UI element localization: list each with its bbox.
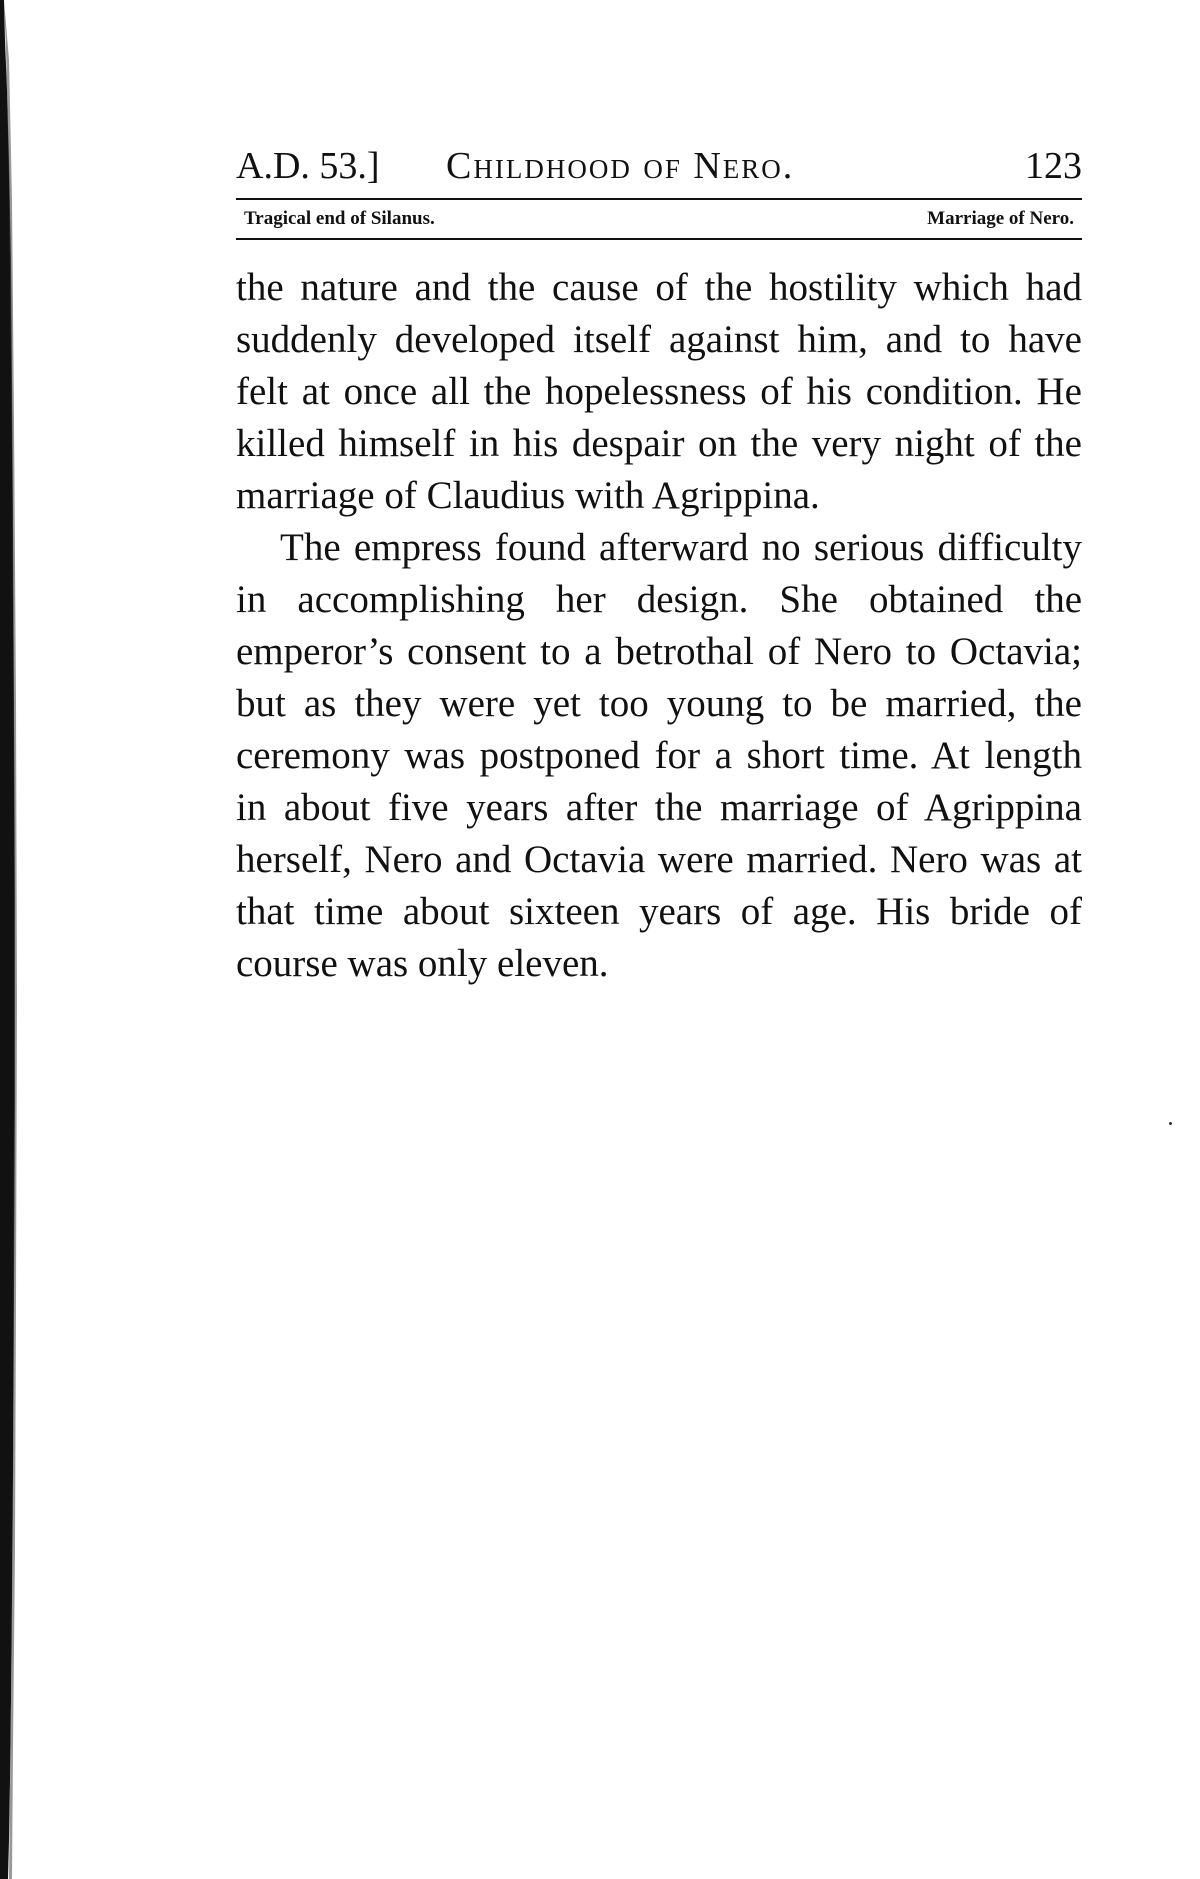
paragraph: The empress found afterward no serious difficulty in accomplishing her design. She obtained the emperor’s consent to a betrothal of Nero to Octavia; but as they were yet too young to be married, the ceremony was postponed for a short time. At length in about five years after the marriage of Agrippina herself, Nero and Octavia were married. Nero was at that time about sixteen years of age. His bride of course was only eleven. xyxy=(236,526,1082,985)
running-head-date: A.D. 53.] xyxy=(236,145,380,187)
binding-shadow-graphic xyxy=(0,0,22,1879)
page-number: 123 xyxy=(1025,145,1082,187)
paragraph: the nature and the cause of the hostility which had suddenly developed itself against him, and to have felt at once all the hopelessness of his condition. He killed himself in his despair on the very night of the marriage of Claudius with Agrippina. xyxy=(236,266,1082,517)
body-text xyxy=(236,262,1082,990)
side-heads xyxy=(236,200,1082,238)
side-head-left: Tragical end of Silanus. xyxy=(244,208,435,229)
book-page xyxy=(236,138,1082,990)
chapter-title: Childhood of Nero. xyxy=(446,145,795,187)
side-head-right: Marriage of Nero. xyxy=(927,208,1074,229)
running-head xyxy=(236,138,1082,194)
scan-speck xyxy=(1169,1122,1172,1125)
subhead-rule xyxy=(236,238,1082,240)
binding-edge xyxy=(0,0,22,1879)
